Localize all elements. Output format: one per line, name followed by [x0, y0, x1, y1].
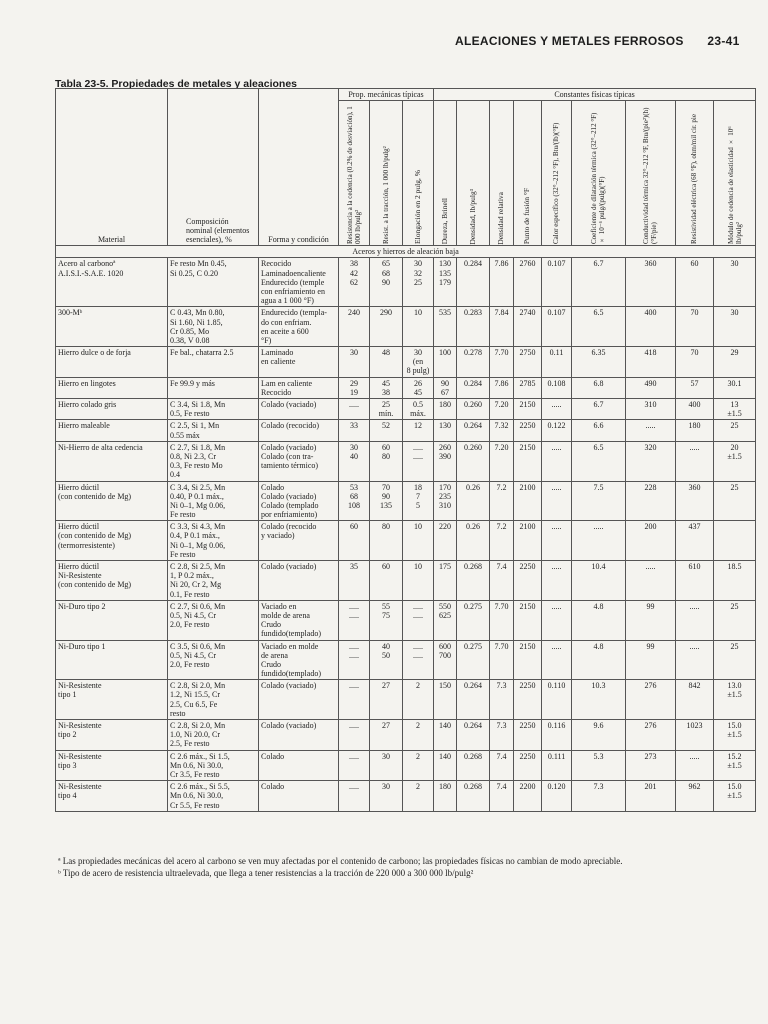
cell-specific-heat: 0.11 — [542, 347, 572, 378]
cell-conductivity: 273 — [626, 750, 676, 781]
cell-yield: 29 19 — [339, 377, 370, 398]
cell-hardness: 220 — [434, 521, 457, 561]
cell-density: 0.268 — [457, 561, 490, 601]
cell-form: Recocido Laminadoencaliente Endurecido (temple con enfriamiento en agua a 1 000 °F) — [259, 258, 339, 307]
table-row — [56, 258, 756, 307]
table-title: Tabla 23-5. Propiedades de metales y aleaciones — [55, 78, 298, 90]
cell-hardness: 175 — [434, 561, 457, 601]
cell-material: Hierro colado gris — [56, 399, 168, 420]
cell-hardness: 180 — [434, 399, 457, 420]
cell-composition: C 2.8, Si 2.5, Mn 1, P 0.2 máx., Ni 20, Cr 2, Mg 0.1, Fe resto — [168, 561, 259, 601]
cell-melting: 2200 — [514, 781, 542, 812]
cell-conductivity: 400 — [626, 307, 676, 347]
cell-conductivity: 360 — [626, 258, 676, 307]
cell-melting: 2760 — [514, 258, 542, 307]
cell-material: Hierro dúctil (con contenido de Mg) — [56, 481, 168, 521]
cell-tensile: 48 — [370, 347, 403, 378]
footnotes — [58, 856, 718, 879]
cell-yield: 35 — [339, 561, 370, 601]
cell-expansion: 5.3 — [572, 750, 626, 781]
cell-resistivity: 610 — [676, 561, 714, 601]
table-row — [56, 481, 756, 521]
cell-conductivity: ..... — [626, 420, 676, 441]
cell-expansion: 7.5 — [572, 481, 626, 521]
col-tensile: Resist. a la tracción, 1 000 lb/pulg² — [381, 146, 390, 245]
cell-material: Hierro dúctil (con contenido de Mg) (termorresistente) — [56, 521, 168, 561]
cell-rel-density: 7.20 — [490, 399, 514, 420]
cell-hardness: 550 625 — [434, 600, 457, 640]
running-title: ALEACIONES Y METALES FERROSOS — [455, 34, 684, 48]
cell-resistivity: ..... — [676, 600, 714, 640]
cell-elongation: 30 32 25 — [403, 258, 434, 307]
cell-yield: 30 — [339, 347, 370, 378]
cell-melting: 2250 — [514, 680, 542, 720]
cell-conductivity: ..... — [626, 561, 676, 601]
table-row — [56, 600, 756, 640]
cell-material: Ni-Duro tipo 2 — [56, 600, 168, 640]
col-elongation: Elongación en 2 pulg, % — [412, 170, 422, 245]
cell-composition: Fe 99.9 y más — [168, 377, 259, 398]
cell-specific-heat: ..... — [542, 600, 572, 640]
cell-composition: C 0.43, Mn 0.80, Si 1.60, Ni 1.85, Cr 0.85, Mo 0.38, V 0.08 — [168, 307, 259, 347]
cell-melting: 2100 — [514, 481, 542, 521]
cell-form: Vaciado en molde de arena Crudo fundido(templado) — [259, 640, 339, 680]
cell-resistivity: 70 — [676, 307, 714, 347]
cell-conductivity: 228 — [626, 481, 676, 521]
cell-composition: C 3.3, Si 4.3, Mn 0.4, P 0.1 máx., Ni 0–1, Mg 0.06, Fe resto — [168, 521, 259, 561]
cell-form: Colado — [259, 781, 339, 812]
cell-resistivity: 1023 — [676, 720, 714, 751]
cell-expansion: 6.35 — [572, 347, 626, 378]
cell-conductivity: 99 — [626, 640, 676, 680]
cell-form: Laminado en caliente — [259, 347, 339, 378]
cell-form: Colado (recocido) — [259, 420, 339, 441]
cell-modulus: 15.0 ±1.5 — [714, 720, 756, 751]
cell-melting: 2150 — [514, 399, 542, 420]
cell-composition: C 3.5, Si 0.6, Mn 0.5, Ni 4.5, Cr 2.0, Fe resto — [168, 640, 259, 680]
cell-elongation: 26 45 — [403, 377, 434, 398]
cell-hardness: 130 — [434, 420, 457, 441]
cell-composition: Fe resto Mn 0.45, Si 0.25, C 0.20 — [168, 258, 259, 307]
cell-modulus: 30.1 — [714, 377, 756, 398]
cell-melting: 2150 — [514, 441, 542, 481]
cell-form: Colado (vaciado) — [259, 561, 339, 601]
cell-yield: ..... — [339, 399, 370, 420]
cell-form: Colado (vaciado) — [259, 720, 339, 751]
table-row — [56, 377, 756, 398]
cell-hardness: 180 — [434, 781, 457, 812]
cell-yield: ..... — [339, 720, 370, 751]
cell-modulus: 18.5 — [714, 561, 756, 601]
cell-material: Acero al carbonoª A.I.S.I.-S.A.E. 1020 — [56, 258, 168, 307]
cell-hardness: 150 — [434, 680, 457, 720]
cell-tensile: 25 mín. — [370, 399, 403, 420]
cell-density: 0.268 — [457, 781, 490, 812]
table-row — [56, 750, 756, 781]
cell-specific-heat: ..... — [542, 640, 572, 680]
cell-melting: 2250 — [514, 420, 542, 441]
cell-form: Colado (vaciado) — [259, 399, 339, 420]
cell-tensile: 60 — [370, 561, 403, 601]
cell-modulus: 20 ±1.5 — [714, 441, 756, 481]
cell-form: Lam en caliente Recocido — [259, 377, 339, 398]
cell-yield: 60 — [339, 521, 370, 561]
cell-hardness: 90 67 — [434, 377, 457, 398]
cell-composition: C 2.7, Si 0.6, Mn 0.5, Ni 4.5, Cr 2.0, Fe resto — [168, 600, 259, 640]
cell-elongation: ..... ..... — [403, 640, 434, 680]
cell-conductivity: 201 — [626, 781, 676, 812]
col-expansion: Coeficiente de dilatación térmica (32°–212 °F) × 10⁻⁶ pulg/(pulg)(°F) — [590, 112, 607, 245]
cell-rel-density: 7.70 — [490, 347, 514, 378]
cell-yield: 38 42 62 — [339, 258, 370, 307]
cell-form: Colado (recocido y vaciado) — [259, 521, 339, 561]
cell-hardness: 130 135 179 — [434, 258, 457, 307]
cell-conductivity: 490 — [626, 377, 676, 398]
page-number: 23-41 — [707, 34, 740, 48]
section-row — [56, 246, 756, 258]
cell-specific-heat: ..... — [542, 561, 572, 601]
cell-elongation: 18 7 5 — [403, 481, 434, 521]
table-row — [56, 347, 756, 378]
cell-form: Colado (vaciado) Colado (con tra- tamiento térmico) — [259, 441, 339, 481]
cell-modulus: 13.0 ±1.5 — [714, 680, 756, 720]
cell-specific-heat: 0.120 — [542, 781, 572, 812]
cell-material: Hierro maleable — [56, 420, 168, 441]
cell-elongation: 2 — [403, 720, 434, 751]
cell-density: 0.26 — [457, 481, 490, 521]
cell-composition: C 2.8, Si 2.0, Mn 1.0, Ni 20.0, Cr 2.5, Fe resto — [168, 720, 259, 751]
cell-density: 0.278 — [457, 347, 490, 378]
cell-conductivity: 418 — [626, 347, 676, 378]
cell-modulus: 25 — [714, 481, 756, 521]
cell-material: Ni-Resistente tipo 1 — [56, 680, 168, 720]
cell-resistivity: ..... — [676, 441, 714, 481]
cell-resistivity: 962 — [676, 781, 714, 812]
cell-conductivity: 99 — [626, 600, 676, 640]
cell-elongation: 10 — [403, 307, 434, 347]
properties-table — [55, 88, 756, 812]
cell-yield: ..... — [339, 781, 370, 812]
col-conductivity: Conductividad térmica 32°–212 °F, Btu/(pie²)(h)(°F/pie) — [642, 107, 659, 245]
cell-conductivity: 200 — [626, 521, 676, 561]
cell-specific-heat: 0.122 — [542, 420, 572, 441]
footnote-b: ᵇ Tipo de acero de resistencia ultraelevada, que llega a tener resistencias a la tracción de 220 000 a 300 000 lb/pulg² — [58, 867, 474, 878]
cell-specific-heat: 0.108 — [542, 377, 572, 398]
cell-composition: C 2.6 máx., Si 1.5, Mn 0.6, Ni 30.0, Cr 3.5, Fe resto — [168, 750, 259, 781]
cell-form: Colado — [259, 750, 339, 781]
cell-resistivity: ..... — [676, 750, 714, 781]
col-specific-heat: Calor específico (32°–212 °F), Btu/(lb)(°F) — [552, 122, 561, 245]
cell-hardness: 535 — [434, 307, 457, 347]
cell-conductivity: 276 — [626, 680, 676, 720]
cell-resistivity: 60 — [676, 258, 714, 307]
table-row — [56, 441, 756, 481]
col-resistivity: Resistividad eléctrica (68 °F), ohm/mil cir. pie — [690, 114, 699, 245]
cell-expansion: 4.8 — [572, 640, 626, 680]
cell-material: Hierro dulce o de forja — [56, 347, 168, 378]
cell-modulus: 25 — [714, 640, 756, 680]
table-row — [56, 399, 756, 420]
cell-material: Ni-Resistente tipo 3 — [56, 750, 168, 781]
group-physical: Constantes físicas típicas — [434, 89, 756, 101]
cell-expansion: 6.8 — [572, 377, 626, 398]
cell-yield: ..... ..... — [339, 640, 370, 680]
cell-resistivity: ..... — [676, 640, 714, 680]
cell-specific-heat: ..... — [542, 481, 572, 521]
cell-elongation: 10 — [403, 561, 434, 601]
cell-rel-density: 7.70 — [490, 640, 514, 680]
cell-composition: Fe bal., chatarra 2.5 — [168, 347, 259, 378]
col-density: Densidad, lb/pulg³ — [467, 188, 477, 245]
cell-modulus — [714, 521, 756, 561]
table-row — [56, 307, 756, 347]
cell-modulus: 15.0 ±1.5 — [714, 781, 756, 812]
cell-melting: 2150 — [514, 600, 542, 640]
cell-specific-heat: ..... — [542, 399, 572, 420]
cell-hardness: 600 700 — [434, 640, 457, 680]
cell-composition: C 2.6 máx., Si 5.5, Mn 0.6, Ni 30.0, Cr 5.5, Fe resto — [168, 781, 259, 812]
cell-yield: 33 — [339, 420, 370, 441]
cell-modulus: 15.2 ±1.5 — [714, 750, 756, 781]
cell-elongation: 2 — [403, 680, 434, 720]
cell-conductivity: 276 — [626, 720, 676, 751]
cell-modulus: 29 — [714, 347, 756, 378]
cell-specific-heat: 0.116 — [542, 720, 572, 751]
col-yield: Resistencia a la cedencia (0.2% de desviación), 1 000 lb/pulg² — [345, 106, 362, 245]
cell-modulus: 25 — [714, 420, 756, 441]
cell-yield: ..... — [339, 750, 370, 781]
cell-rel-density: 7.3 — [490, 680, 514, 720]
cell-elongation: 10 — [403, 521, 434, 561]
cell-resistivity: 57 — [676, 377, 714, 398]
cell-form: Colado Colado (vaciado) Colado (templado por enfriamiento) — [259, 481, 339, 521]
table-row — [56, 680, 756, 720]
table-body — [56, 258, 756, 811]
group-mechanical: Prop. mecánicas típicas — [339, 89, 434, 101]
cell-conductivity: 320 — [626, 441, 676, 481]
cell-hardness: 140 — [434, 720, 457, 751]
cell-elongation: 2 — [403, 750, 434, 781]
cell-composition: C 3.4, Si 2.5, Mn 0.40, P 0.1 máx., Ni 0–1, Mg 0.06, Fe resto — [168, 481, 259, 521]
cell-resistivity: 437 — [676, 521, 714, 561]
cell-expansion: 6.5 — [572, 307, 626, 347]
cell-modulus: 25 — [714, 600, 756, 640]
cell-tensile: 45 38 — [370, 377, 403, 398]
cell-resistivity: 70 — [676, 347, 714, 378]
cell-elongation: 0.5 máx. — [403, 399, 434, 420]
cell-material: Hierro en lingotes — [56, 377, 168, 398]
cell-melting: 2100 — [514, 521, 542, 561]
running-header — [455, 34, 740, 48]
cell-rel-density: 7.84 — [490, 307, 514, 347]
cell-density: 0.260 — [457, 399, 490, 420]
cell-material: Ni-Resistente tipo 2 — [56, 720, 168, 751]
cell-melting: 2250 — [514, 720, 542, 751]
cell-resistivity: 360 — [676, 481, 714, 521]
cell-expansion: 6.7 — [572, 399, 626, 420]
cell-tensile: 70 90 135 — [370, 481, 403, 521]
cell-material: Ni-Hierro de alta cedencia — [56, 441, 168, 481]
cell-specific-heat: 0.110 — [542, 680, 572, 720]
cell-elongation: ..... ..... — [403, 600, 434, 640]
cell-specific-heat: 0.107 — [542, 307, 572, 347]
section-label: Aceros y hierros de aleación baja — [56, 246, 756, 258]
cell-material: Ni-Resistente tipo 4 — [56, 781, 168, 812]
cell-tensile: 290 — [370, 307, 403, 347]
table-row — [56, 521, 756, 561]
cell-expansion: ..... — [572, 521, 626, 561]
cell-melting: 2740 — [514, 307, 542, 347]
cell-expansion: 10.4 — [572, 561, 626, 601]
cell-density: 0.264 — [457, 720, 490, 751]
cell-tensile: 27 — [370, 680, 403, 720]
cell-rel-density: 7.3 — [490, 720, 514, 751]
cell-expansion: 7.3 — [572, 781, 626, 812]
cell-yield: ..... — [339, 680, 370, 720]
table-row — [56, 781, 756, 812]
cell-rel-density: 7.2 — [490, 521, 514, 561]
cell-modulus: 13 ±1.5 — [714, 399, 756, 420]
footnote-a: ª Las propiedades mecánicas del acero al carbono se ven muy afectadas por el contenido de carbono; las propiedades físicas no cambian de modo apreciable. — [58, 856, 623, 866]
cell-tensile: 60 80 — [370, 441, 403, 481]
cell-specific-heat: ..... — [542, 441, 572, 481]
cell-hardness: 100 — [434, 347, 457, 378]
table-row — [56, 640, 756, 680]
cell-melting: 2250 — [514, 750, 542, 781]
cell-material: 300-Mᵇ — [56, 307, 168, 347]
cell-density: 0.284 — [457, 377, 490, 398]
cell-conductivity: 310 — [626, 399, 676, 420]
col-material: Material — [56, 89, 168, 246]
cell-rel-density: 7.32 — [490, 420, 514, 441]
cell-tensile: 65 68 90 — [370, 258, 403, 307]
cell-elongation: 30 (en 8 pulg) — [403, 347, 434, 378]
cell-tensile: 52 — [370, 420, 403, 441]
col-modulus: Módulo de cedencia de elasticidad × 10⁶ lb/pulg² — [726, 126, 743, 245]
cell-rel-density: 7.4 — [490, 781, 514, 812]
table-row — [56, 561, 756, 601]
cell-tensile: 30 — [370, 781, 403, 812]
cell-rel-density: 7.4 — [490, 561, 514, 601]
col-rel-density: Densidad relativa — [496, 191, 506, 245]
cell-rel-density: 7.2 — [490, 481, 514, 521]
cell-expansion: 6.5 — [572, 441, 626, 481]
col-composition: Composición nominal (elementos esenciales), % — [168, 89, 259, 246]
cell-modulus: 30 — [714, 258, 756, 307]
cell-hardness: 140 — [434, 750, 457, 781]
col-hardness: Dureza, Brinell — [439, 197, 449, 245]
cell-density: 0.283 — [457, 307, 490, 347]
cell-expansion: 6.7 — [572, 258, 626, 307]
cell-melting: 2250 — [514, 561, 542, 601]
cell-specific-heat: 0.111 — [542, 750, 572, 781]
cell-resistivity: 180 — [676, 420, 714, 441]
cell-density: 0.284 — [457, 258, 490, 307]
cell-rel-density: 7.86 — [490, 258, 514, 307]
cell-hardness: 260 390 — [434, 441, 457, 481]
cell-rel-density: 7.70 — [490, 600, 514, 640]
cell-density: 0.275 — [457, 640, 490, 680]
cell-density: 0.260 — [457, 441, 490, 481]
cell-expansion: 6.6 — [572, 420, 626, 441]
cell-yield: 53 68 108 — [339, 481, 370, 521]
cell-rel-density: 7.86 — [490, 377, 514, 398]
cell-material: Ni-Duro tipo 1 — [56, 640, 168, 680]
cell-elongation: ..... ..... — [403, 441, 434, 481]
cell-composition: C 3.4, Si 1.8, Mn 0.5, Fe resto — [168, 399, 259, 420]
table-row — [56, 720, 756, 751]
cell-yield: 30 40 — [339, 441, 370, 481]
cell-yield: ..... ..... — [339, 600, 370, 640]
group-header-row — [56, 89, 756, 101]
cell-modulus: 30 — [714, 307, 756, 347]
cell-tensile: 80 — [370, 521, 403, 561]
cell-density: 0.275 — [457, 600, 490, 640]
cell-yield: 240 — [339, 307, 370, 347]
cell-expansion: 10.3 — [572, 680, 626, 720]
cell-material: Hierro dúctil Ni-Resistente (con contenido de Mg) — [56, 561, 168, 601]
cell-melting: 2785 — [514, 377, 542, 398]
cell-tensile: 55 75 — [370, 600, 403, 640]
cell-specific-heat: ..... — [542, 521, 572, 561]
cell-rel-density: 7.4 — [490, 750, 514, 781]
cell-density: 0.264 — [457, 680, 490, 720]
cell-resistivity: 400 — [676, 399, 714, 420]
table-row — [56, 420, 756, 441]
cell-melting: 2750 — [514, 347, 542, 378]
cell-hardness: 170 235 310 — [434, 481, 457, 521]
cell-tensile: 40 50 — [370, 640, 403, 680]
cell-resistivity: 842 — [676, 680, 714, 720]
cell-expansion: 9.6 — [572, 720, 626, 751]
cell-specific-heat: 0.107 — [542, 258, 572, 307]
cell-elongation: 12 — [403, 420, 434, 441]
cell-expansion: 4.8 — [572, 600, 626, 640]
cell-tensile: 30 — [370, 750, 403, 781]
cell-form: Vaciado en molde de arena Crudo fundido(templado) — [259, 600, 339, 640]
cell-form: Colado (vaciado) — [259, 680, 339, 720]
cell-density: 0.26 — [457, 521, 490, 561]
cell-rel-density: 7.20 — [490, 441, 514, 481]
cell-density: 0.268 — [457, 750, 490, 781]
col-melting: Punto de fusión °F — [522, 188, 532, 245]
cell-elongation: 2 — [403, 781, 434, 812]
col-form: Forma y condición — [259, 89, 339, 246]
cell-composition: C 2.5, Si 1, Mn 0.55 máx — [168, 420, 259, 441]
cell-tensile: 27 — [370, 720, 403, 751]
cell-composition: C 2.8, Si 2.0, Mn 1.2, Ni 15.5, Cr 2.5, Cu 6.5, Fe resto — [168, 680, 259, 720]
cell-melting: 2150 — [514, 640, 542, 680]
cell-form: Endurecido (templa- do con enfriam. en aceite a 600 °F) — [259, 307, 339, 347]
cell-composition: C 2.7, Si 1.8, Mn 0.8, Ni 2.3, Cr 0.3, Fe resto Mo 0.4 — [168, 441, 259, 481]
cell-density: 0.264 — [457, 420, 490, 441]
